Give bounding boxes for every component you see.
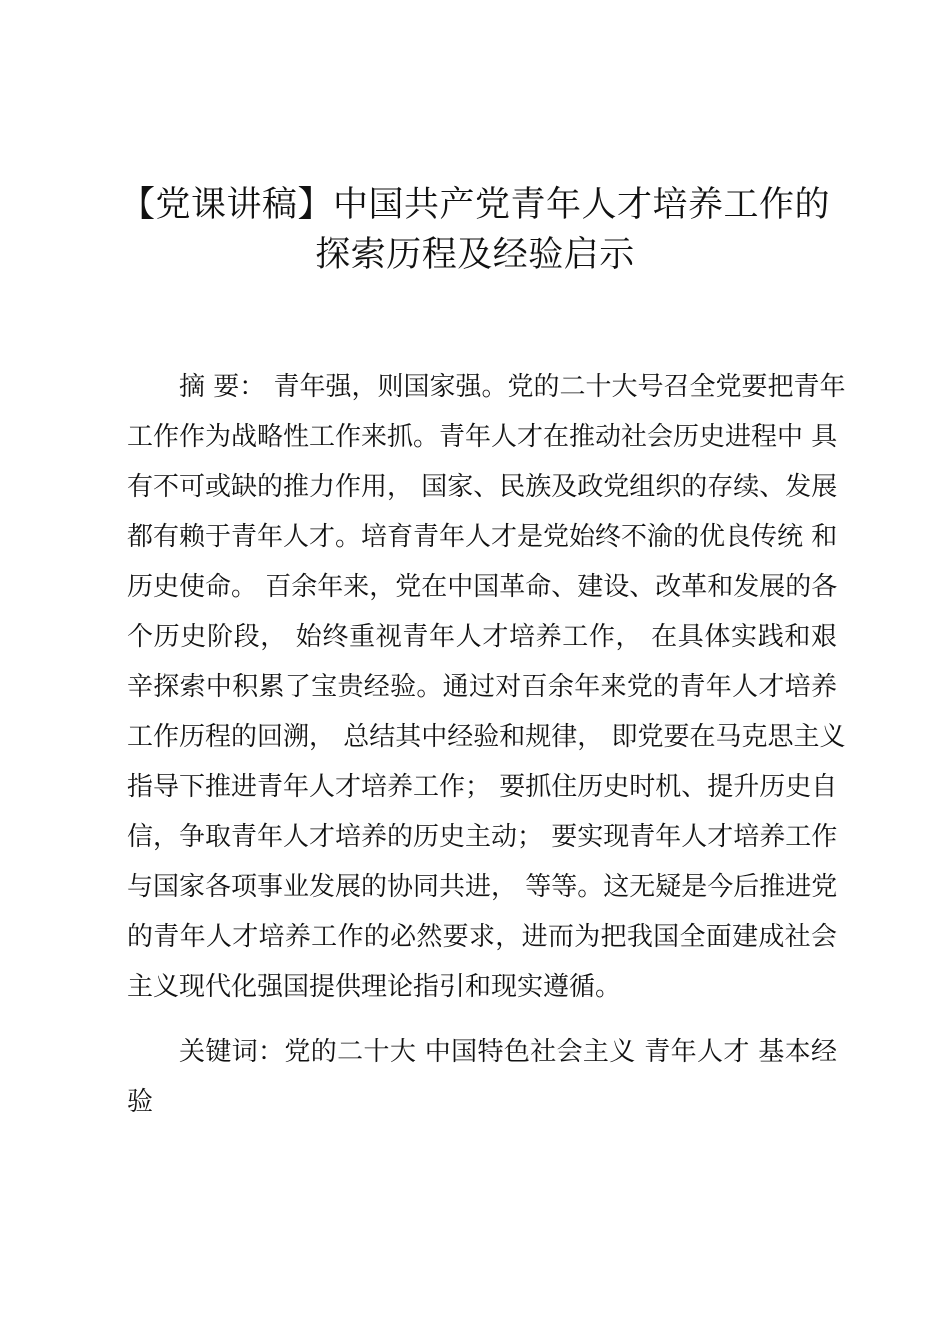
abstract-line: 指导下推进青年人才培养工作； 要抓住历史时机、提升历史自 — [127, 772, 838, 802]
abstract-line: 与国家各项事业发展的协同共进， 等等。这无疑是今后推进党 — [127, 872, 838, 902]
title-line-2: 探索历程及经验启示 — [315, 235, 635, 275]
abstract-line: 摘 要： 青年强，则国家强。党的二十大号召全党要把青年 — [179, 372, 846, 402]
abstract-line: 主义现代化强国提供理论指引和现实遵循。 — [127, 972, 622, 1002]
keywords-paragraph — [127, 1027, 837, 1127]
abstract-paragraph — [127, 362, 846, 1012]
document-title — [110, 180, 840, 280]
abstract-line: 工作作为战略性工作来抓。青年人才在推动社会历史进程中 具 — [127, 422, 838, 452]
abstract-line: 有不可或缺的推力作用， 国家、民族及政党组织的存续、发展 — [127, 472, 838, 502]
abstract-line: 的青年人才培养工作的必然要求，进而为把我国全面建成社会 — [127, 922, 837, 952]
abstract-line: 信，争取青年人才培养的历史主动； 要实现青年人才培养工作 — [127, 822, 838, 852]
abstract-line: 都有赖于青年人才。培育青年人才是党始终不渝的优良传统 和 — [127, 522, 838, 552]
abstract-line: 个历史阶段， 始终重视青年人才培养工作， 在具体实践和艰 — [127, 622, 837, 652]
keywords-line: 验 — [127, 1087, 154, 1117]
abstract-line: 历史使命。 百余年来，党在中国革命、建设、改革和发展的各 — [127, 572, 838, 602]
keywords-line: 关键词：党的二十大 中国特色社会主义 青年人才 基本经 — [179, 1037, 837, 1067]
abstract-line: 工作历程的回溯， 总结其中经验和规律， 即党要在马克思主义 — [127, 722, 846, 752]
title-line-1: 【党课讲稿】中国共产党青年人才培养工作的 — [119, 185, 830, 225]
abstract-line: 辛探索中积累了宝贵经验。通过对百余年来党的青年人才培养 — [127, 672, 837, 702]
